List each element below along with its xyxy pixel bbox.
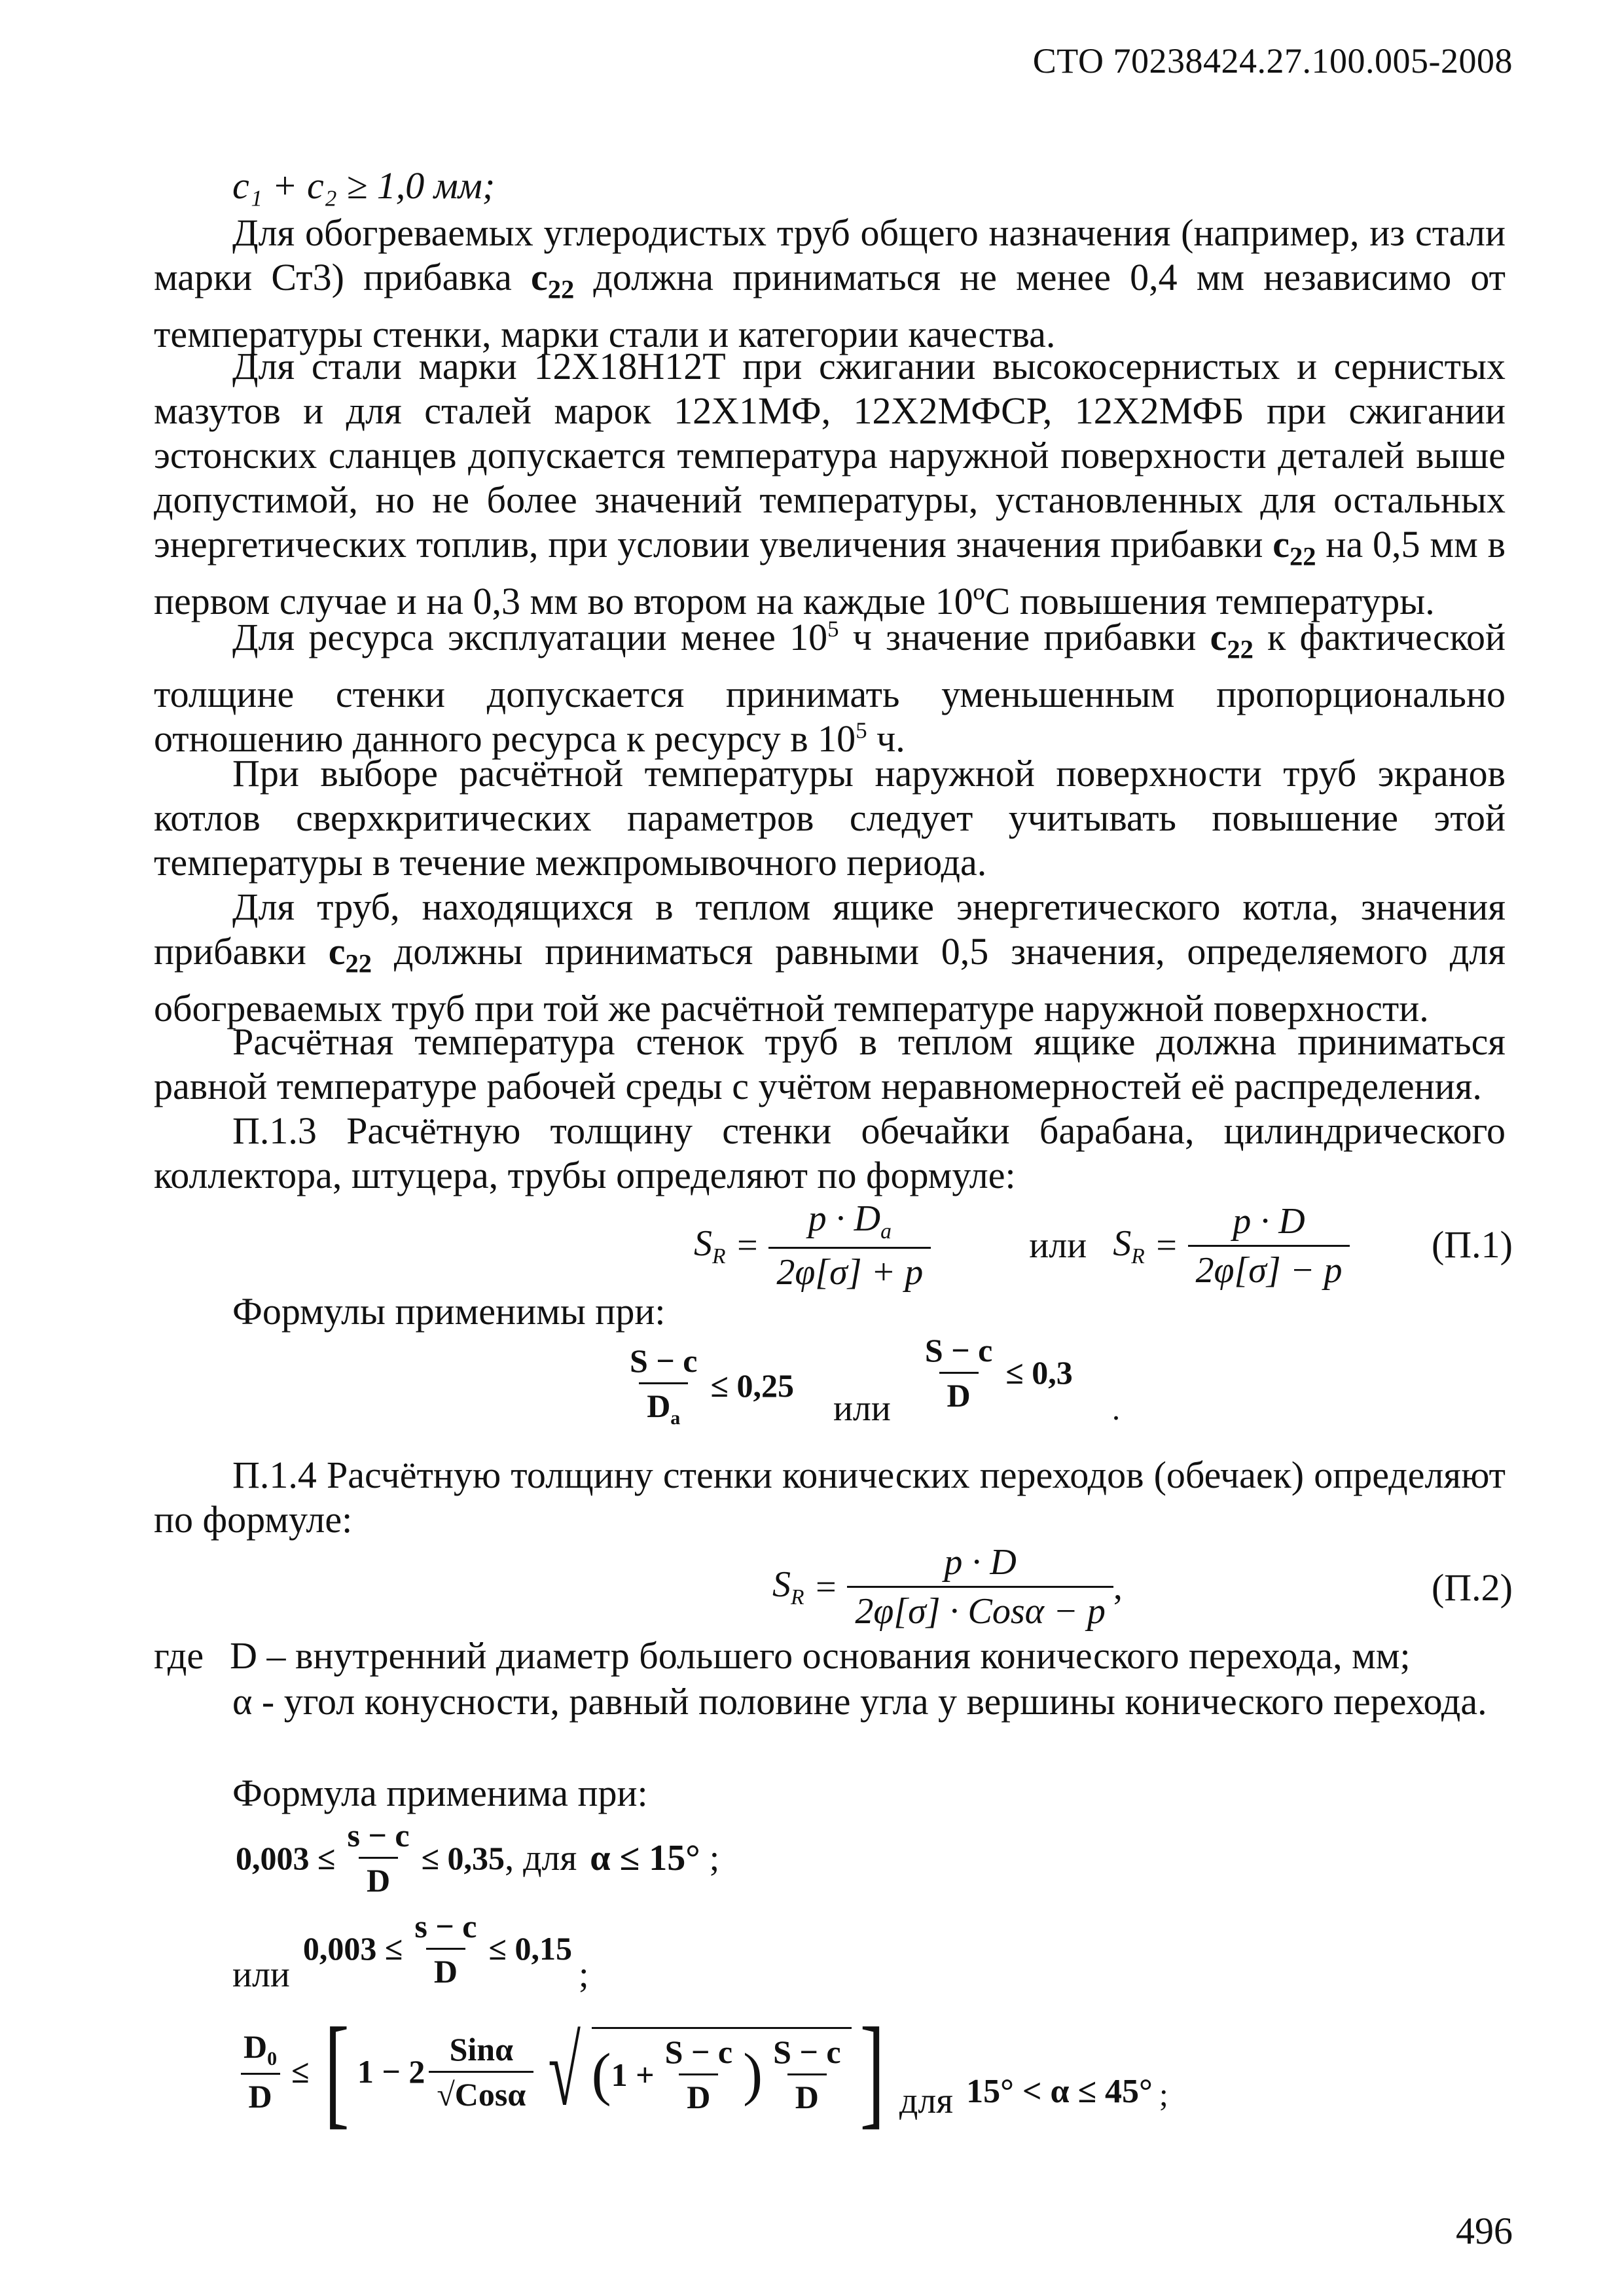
c22-symbol: $c_{22}$ [328, 930, 372, 978]
page-number: 496 [1456, 2210, 1513, 2252]
formula-p2: $S_R$ = $\frac{p \cdot D}{\text{2φ[σ] · Cosα − p}}$ , [772, 1542, 1123, 1632]
paragraph-9: П.1.4 Расчётную толщину стенки конических переходов (обечаек) определяют по формуле: [154, 1454, 1506, 1541]
formula-condition-1: 0,003 ≤ $\frac{s - c}{D}$ ≤ 0,35 , для α ≤ 15° ; [236, 1817, 720, 1899]
equation-number-p1: (П.1) [1431, 1223, 1513, 1266]
formula-p1-fraction-a: $\frac{p \cdot D_a}{2\varphi[\sigma] + p}$ [768, 1198, 931, 1293]
applicability-fraction-1: $\frac{S - c}{D_a}$ [630, 1342, 698, 1429]
applicability-or: или [833, 1388, 891, 1429]
c22-symbol: $c_{22}$ [530, 256, 575, 304]
formula-condition-2: или 0,003 ≤ $\frac{s - c}{D}$ ≤ 0,15 ; [232, 1907, 589, 1995]
c22-symbol: $c_{22}$ [1210, 616, 1254, 664]
formula-condition-3: $\frac{D_0}{D}$ ≤ [ 1 − 2 Sinα √ Cosα √ ( 1 + $\frac{S - c}{D}$ ) $\frac{S - c}{D}$ ] для 15° < α ≤ 45° ; [236, 2009, 1168, 2134]
paragraph-3: Для ресурса эксплуатации менее $10^5$ ч значение прибавки $c_{22}$ к фактической толщине стенки допускается принимать уменьшенным пропорционально отношению данного ресурса к ресурсу в $10^5$ ч. [154, 616, 1506, 760]
where-line-2: α - угол конусности, равный половине угла у вершины конического перехода. [232, 1680, 1487, 1723]
where-line-1: где D – внутренний диаметр большего основания конического перехода, мм; [154, 1634, 1411, 1677]
paragraph-4: При выборе расчётной температуры наружной поверхности труб экранов котлов сверхкритических параметров следует учитывать повышение этой температуры в течение межпромывочного периода. [154, 752, 1506, 884]
top-formula: c₁ + c₂ ≥ 1,0 мм; [232, 164, 496, 207]
formula-p1: $S_R$ = $\frac{p \cdot D_a}{2\varphi[\sigma] + p}$ или $S_R$ = $\frac{p \cdot D}{2\varphi[\sigma] - p}$ [694, 1198, 1350, 1293]
formula-p1-or: или [1029, 1225, 1087, 1266]
applicability-fraction-2: $\frac{S - c}{D}$ [924, 1331, 993, 1414]
paragraph-2: Для стали марки 12Х18Н12Т при сжигании высокосернистых и сернистых мазутов и для сталей марок 12Х1МФ, 12Х2МФСР, 12Х2МФБ при сжигании эстонских сланцев допускается температура наружной поверхности деталей выше допустимой, но не более значений температуры, установленных для остальных энергетических топлив, при условии увеличения значения прибавки $c_{22}$ на 0,5 мм в первом случае и на 0,3 мм во втором на каждые 10ºС повышения температуры. [154, 345, 1506, 622]
c22-symbol: $c_{22}$ [1272, 523, 1316, 571]
document-header: СТО 70238424.27.100.005-2008 [1032, 41, 1513, 81]
paragraph-8: Формулы применимы при: [232, 1290, 666, 1333]
formula-p1-lhs: $S_R$ [694, 1223, 726, 1268]
paragraph-5: Для труб, находящихся в теплом ящике энергетического котла, значения прибавки $c_{22}$ должны приниматься равными 0,5 значения, определяемого для обогреваемых труб при той же расчётной температуре наружной поверхности. [154, 886, 1506, 1030]
paragraph-6: Расчётная температура стенок труб в теплом ящике должна приниматься равной температуре рабочей среды с учётом неравномерностей её распределения. [154, 1020, 1506, 1107]
equation-number-p2: (П.2) [1431, 1566, 1513, 1609]
formula-p2-fraction: $\frac{p \cdot D}{\text{2φ[σ] · Cosα − p}}$ [847, 1541, 1113, 1632]
formula-p1-fraction-b: $\frac{p \cdot D}{2\varphi[\sigma] - p}$ [1188, 1200, 1350, 1291]
formula-applicability: $\frac{S - c}{D_a}$ ≤ 0,25 или $\frac{S - c}{D}$ ≤ 0,3 . [622, 1342, 1120, 1429]
paragraph-10: Формула применима при: [232, 1772, 648, 1814]
equals-sign: = [734, 1225, 760, 1266]
paragraph-1: Для обогреваемых углеродистых труб общего назначения (например, из стали марки Ст3) прибавка $c_{22}$ должна приниматься не менее 0,4 мм независимо от температуры стенки, марки стали и категории качества. [154, 211, 1506, 355]
paragraph-7: П.1.3 Расчётную толщину стенки обечайки барабана, цилиндрического коллектора, штуцера, трубы определяют по формуле: [154, 1109, 1506, 1196]
